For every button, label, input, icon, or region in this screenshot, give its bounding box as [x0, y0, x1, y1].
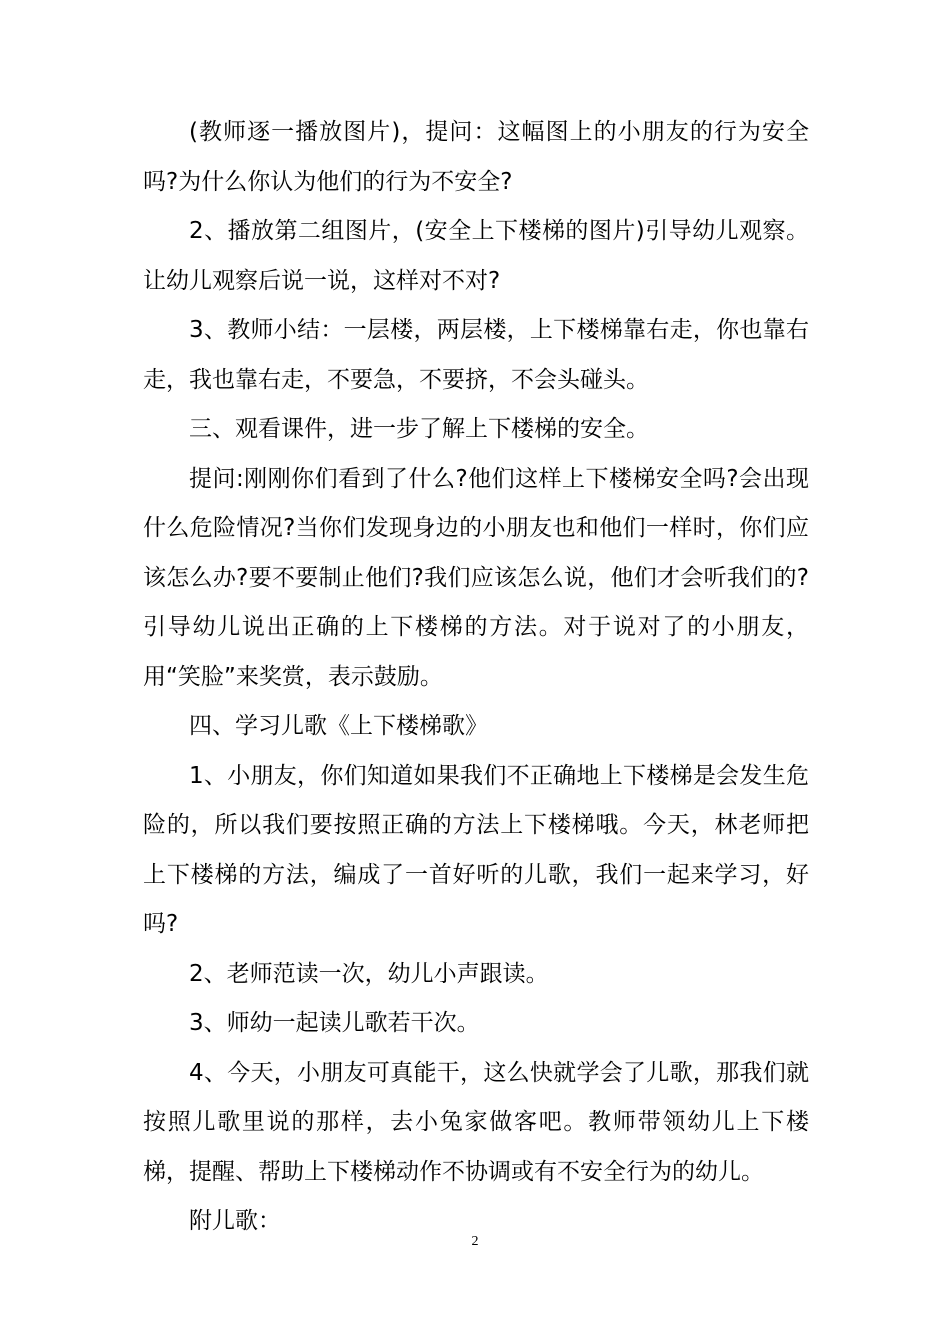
page-number: 2	[471, 1234, 479, 1249]
paragraph: 提问:刚刚你们看到了什么?他们这样上下楼梯安全吗?会出现什么危险情况?当你们发现身边的小朋友也和他们一样时，你们应该怎么办?要不要制止他们?我们应该怎么说，他们才会听我们的?引导幼儿说出正确的上下楼梯的方法。对于说对了的小朋友，用“笑脸”来奖赏，表示鼓励。	[143, 465, 809, 690]
paragraph: 3、教师小结：一层楼，两层楼，上下楼梯靠右走，你也靠右走，我也靠右走，不要急，不要挤，不会头碰头。	[143, 317, 809, 393]
body-text	[143, 108, 809, 1247]
section-heading: 三、观看课件，进一步了解上下楼梯的安全。	[189, 416, 649, 442]
paragraph: 4、今天，小朋友可真能干，这么快就学会了儿歌，那我们就按照儿歌里说的那样，去小兔家做客吧。教师带领幼儿上下楼梯，提醒、帮助上下楼梯动作不协调或有不安全行为的幼儿。	[143, 1059, 809, 1185]
paragraph: 2、老师范读一次，幼儿小声跟读。	[189, 960, 549, 987]
section-heading: 四、学习儿歌《上下楼梯歌》	[189, 713, 488, 739]
paragraph: 2、播放第二组图片，(安全上下楼梯的图片)引导幼儿观察。让幼儿观察后说一说，这样对不对?	[143, 218, 809, 294]
paragraph: 1、小朋友，你们知道如果我们不正确地上下楼梯是会发生危险的，所以我们要按照正确的方法上下楼梯哦。今天，林老师把上下楼梯的方法，编成了一首好听的儿歌，我们一起来学习，好吗?	[143, 762, 809, 937]
paragraph: 3、师幼一起读儿歌若干次。	[189, 1010, 480, 1036]
paragraph: (教师逐一播放图片)，提问：这幅图上的小朋友的行为安全吗?为什么你认为他们的行为不安全?	[143, 119, 809, 195]
paragraph: 附儿歌：	[189, 1208, 281, 1234]
